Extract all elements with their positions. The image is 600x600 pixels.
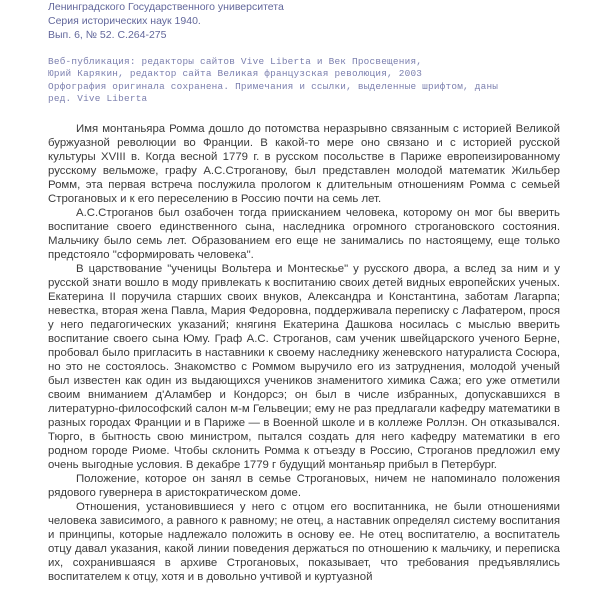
article-paragraph: Отношения, установившиеся у него с отцом его воспитанника, не были отношениями человека зависимого, а равного к равному; не отец, а наставник определял систему воспитания и принципы, которые надлежало положить в основу ее. Не отец воспитателю, а воспитатель отцу давал указания, какой линии поведения держаться по отношению к мальчику, и переписка их, сохранившаяся в архиве Строгановых, показывает, что требования предъявлялись воспитателем к отцу, хотя и в довольно учтивой и куртуазной bbox=[48, 500, 560, 583]
web-note-line-2: Юрий Карякин, редактор сайта Великая французская революция, 2003 bbox=[48, 68, 423, 80]
citation-line-2: Ленинградского Государственного университета bbox=[48, 1, 284, 13]
article-paragraph: А.С.Строганов был озабочен тогда приисканием человека, которому он мог бы вверить воспитание своего единственного сына, наследника огромного строгановского состояния. Мальчику было семь лет. Образованием его еще не занимались по настоящему, еще только предстояло "сформировать человека". bbox=[48, 206, 560, 261]
web-publication-note bbox=[48, 56, 560, 106]
journal-citation bbox=[48, 0, 560, 42]
article-body bbox=[48, 122, 560, 584]
article-paragraph: Имя монтаньяра Ромма дошло до потомства неразрывно связанным с историей Великой буржуазной революции во Франции. В какой-то мере оно связано и с историей русской культуры XVIII в. Когда весной 1779 г. в русском посольстве в Париже европеизированному русскому вельможе, графу А.С.Строганову, был представлен молодой математик Жильбер Ромм, эта первая встреча послужила прологом к длительным отношениям Ромма с семьей Строгановых и к его переселению в Россию почти на семь лет. bbox=[48, 122, 560, 205]
web-note-line-1: Веб-публикация: редакторы сайтов Vive Liberta и Век Просвещения, bbox=[48, 56, 423, 67]
web-note-line-3: Орфография оригинала сохранена. Примечания и ссылки, выделенные шрифтом, даны bbox=[48, 80, 499, 92]
article-paragraph: В царствование "ученицы Вольтера и Монтескье" у русского двора, а вслед за ним и у русской знати вошло в моду привлекать к воспитанию своих детей видных европейских ученых. Екатерина II поручила старших своих внуков, Александра и Константина, заботам Лагарпа; невестка, вторая жена Павла, Мария Федоровна, поддерживала переписку с Лафатером, прося у него педагогических указаний; княгиня Екатерина Дашкова носилась с мыслью вверить воспитание своего сына Юму. Граф А.С. Строганов, сам ученик швейцарского ученого Берне, пробовал было пригласить в наставники к своему наследнику женевского натуралиста Сосюра, но это не состоялось. Знакомство с Роммом выручило его из затруднения, молодой ученый был известен как один из выдающихся учеников знаменитого химика Сажа; его уже отметили своим вниманием д'Аламбер и Кондорсэ; он был в числе избранных, допускавшихся в литературно-философский салон м-м Гельвеции; ему не раз предлагали кафедру математики в разных городах Франции и в Париже — в Военной школе и в коллеже Роллэн. Он отказывался. Тюрго, в бытность свою министром, пытался создать для него кафедру математики в его родном городе Риоме. Чтобы склонить Ромма к отъезду в Россию, Строганов предложил ему очень выгодные условия. В декабре 1779 г будущий монтаньяр прибыл в Петербург. bbox=[48, 262, 560, 471]
citation-line-4: Вып. 6, № 52. С.264-275 bbox=[48, 29, 167, 41]
citation-line-3: Серия исторических наук 1940. bbox=[48, 15, 201, 27]
web-note-line-4: ред. Vive Liberta bbox=[48, 93, 148, 105]
article-paragraph: Положение, которое он занял в семье Строгановых, ничем не напоминало положения рядового гувернера в аристократическом доме. bbox=[48, 472, 560, 499]
